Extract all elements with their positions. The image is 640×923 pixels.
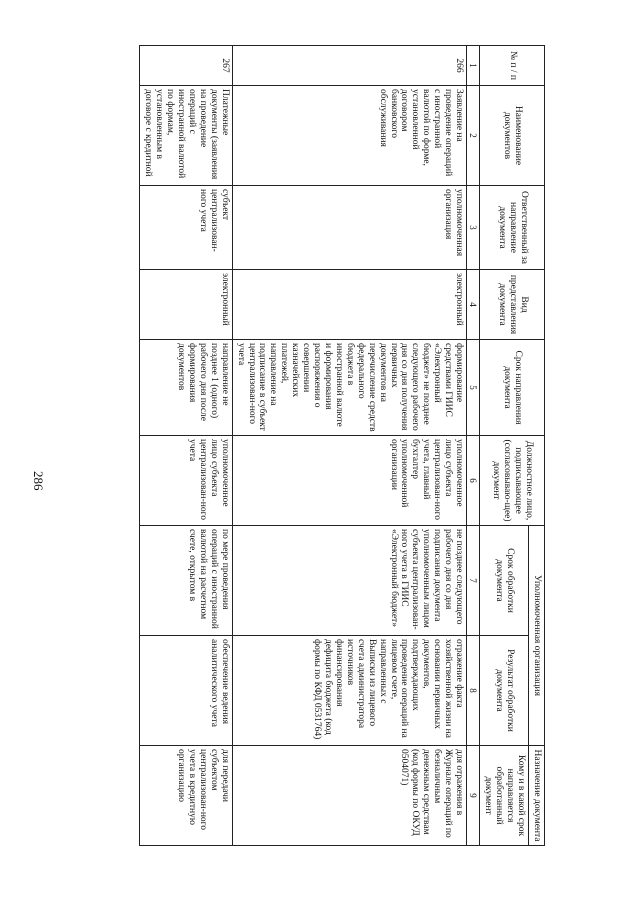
row-number: 267 [140,46,232,86]
column-number: 2 [467,86,480,186]
deadline: формирование средствами ГИИС «Электронный бюджет» не позднее следующего рабочего дня со дня получения первичных документов на перечисление средств федерального бюджета в иностранной валюте и формирования распоряжения о совершении казначейских платежей, направление на подписание в субъект централизован-ного учета [232,340,466,436]
row-number: 266 [232,46,466,86]
column-number: 8 [467,636,480,746]
header-processing-result: Результат обработки документа [480,636,529,746]
form-type: электронный [232,270,466,340]
form-type: электронный [140,270,232,340]
purpose: для передачи субъектом централизован-ного учета в кредитную организацию [140,746,232,846]
document-table [139,45,545,846]
deadline: направление не позднее 1 (одного) рабочего дня после формирования документов [140,340,232,436]
signer: уполномоченное лицо субъекта централизован-ного учета [140,436,232,526]
page-number: 286 [31,471,46,491]
header-group-purpose: Назначение документа [529,746,545,846]
header-signer: Должностное лицо, подписывающее (согласовываю-щее) документ [480,436,545,526]
column-number: 7 [467,526,480,636]
column-number: 1 [467,46,480,86]
processing-result: обеспечение ведения аналитического учета [140,636,232,746]
processing-term: по мере проведения операций с иностранной валютой на расчетном счете, открытом в [140,526,232,636]
column-number: 9 [467,746,480,846]
table-row [232,46,466,846]
header-group-organization: Уполномоченная организация [529,526,545,746]
document-name: Заявление на проведение операций с иностранной валютой по форме, установленной договором банковского обслуживания [232,86,466,186]
processing-term: не позднее следующего рабочего дня со дня подписания документа уполномоченным лицом субъекта централизован-ного учета в ГИИС «Электронный бюджет» [232,526,466,636]
document-name: Платежные документы (заявления на проведение операций с иностранной валютой по формам, установленным в договоре с кредитной [140,86,232,186]
header-document-name: Наименование документов [480,86,545,186]
signer: уполномоченное лицо субъекта централизован-ного учета, главный бухгалтер уполномоченной организации [232,436,466,526]
header-deadline: Срок направления документа [480,340,545,436]
purpose: для отражения в Журнале операций по безналичным денежным средствам (код формы по ОКУД 0504071) [232,746,466,846]
column-number: 5 [467,340,480,436]
column-number: 3 [467,186,480,270]
header-processing-term: Срок обработки документа [480,526,529,636]
header-recipient: Кому и в какой срок направляется обработанный документ [480,746,529,846]
document-table-container [65,45,545,845]
responsible: субъект централизован-ного учета [140,186,232,270]
column-number: 4 [467,270,480,340]
column-number: 6 [467,436,480,526]
header-form: Вид представления документа [480,270,545,340]
header-responsible: Ответственный за направление документа [480,186,545,270]
header-number: № п / п [480,46,545,86]
responsible: уполномоченная организация [232,186,466,270]
table-row [140,46,232,846]
processing-result: отражение факта хозяйственной жизни на основании первичных документов, подтверждающих проведение операций на лицевом счете, направленных с Выписки из лицевого счета администратора источников финансирования дефицита бюджета (код формы по КФД 0531764) [232,636,466,746]
